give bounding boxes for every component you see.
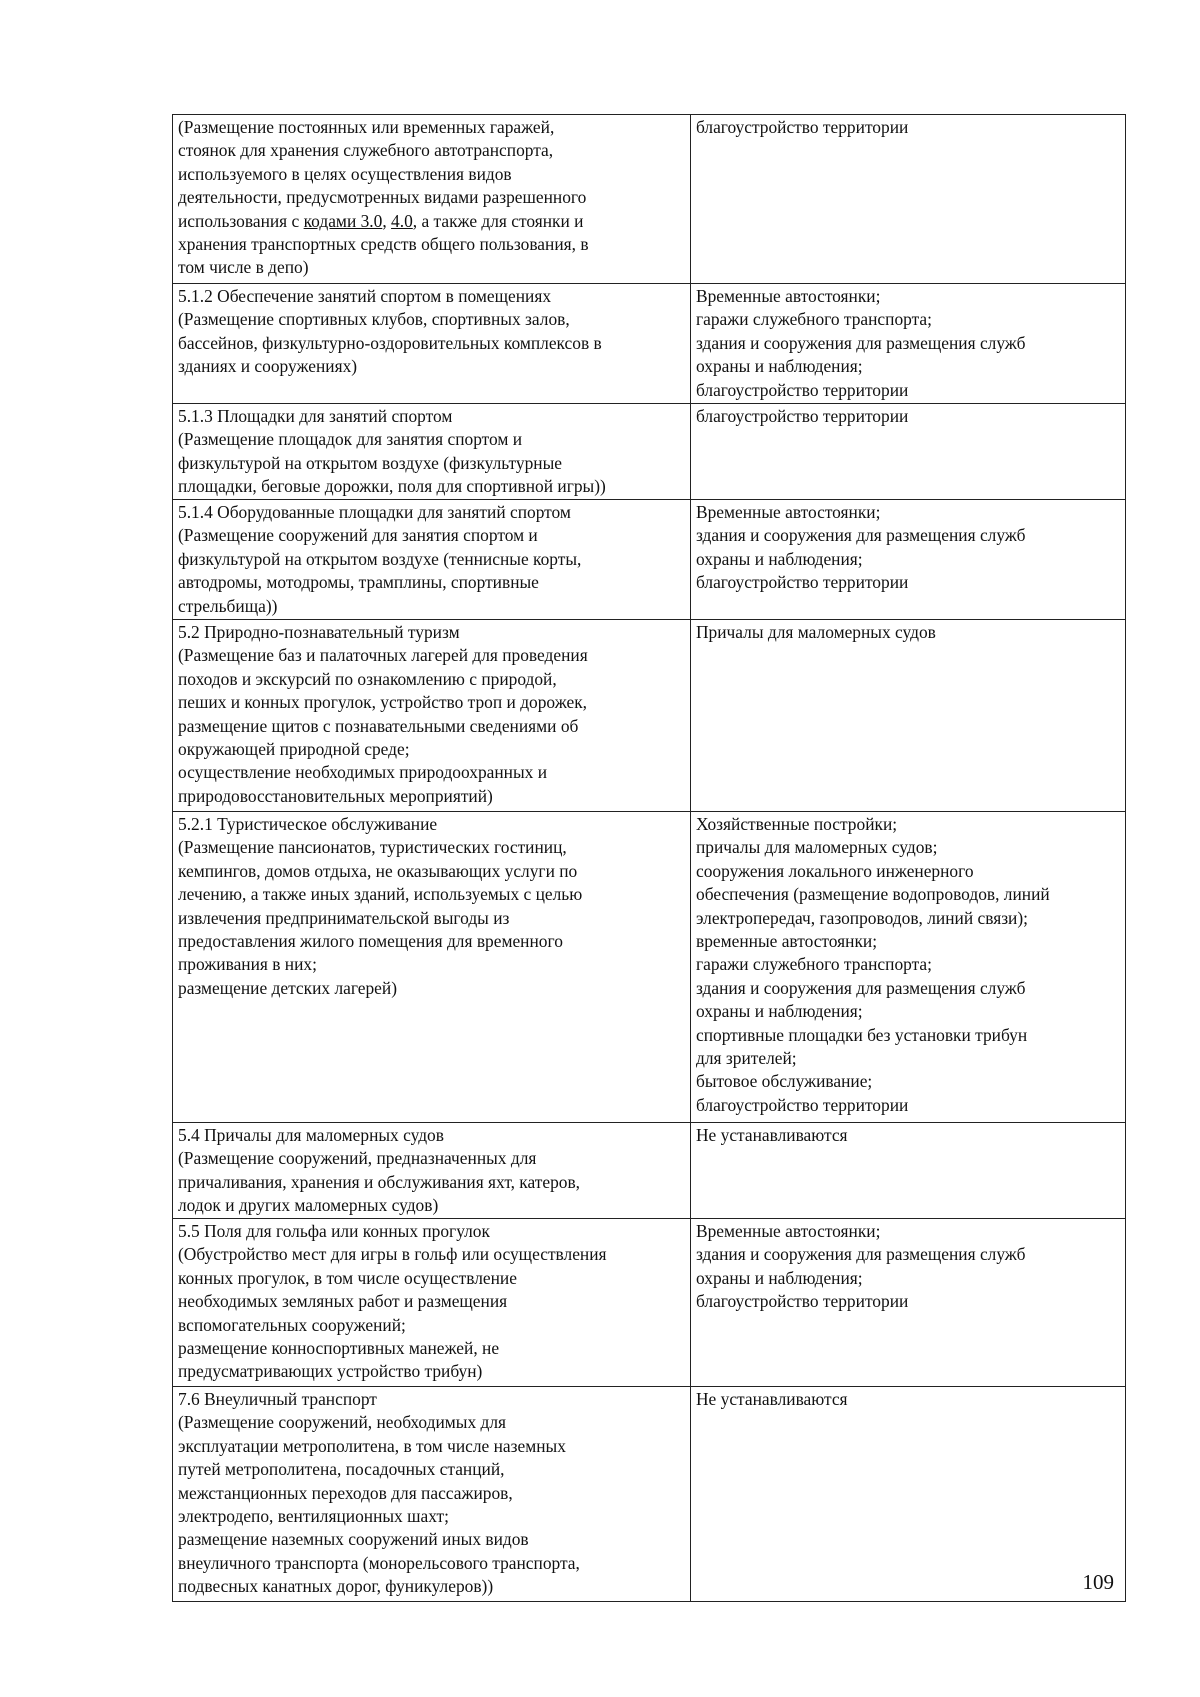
text-line: размещение конноспортивных манежей, не [178,1338,500,1359]
text-line: природовосстановительных мероприятий) [178,785,493,806]
text-line: окружающей природной среде; [178,739,410,760]
text-line: причалы для маломерных судов; [696,837,938,858]
text-line: стоянок для хранения служебного автотранспорта, [178,140,554,161]
auxiliary-use-cell [691,620,1126,812]
use-type-cell [173,1387,691,1602]
table-row [173,500,1126,620]
auxiliary-use-cell [691,284,1126,404]
text-line: здания и сооружения для размещения служб [696,525,1026,546]
text-line: охраны и наблюдения; [696,1001,863,1022]
text-line: здания и сооружения для размещения служб [696,977,1026,998]
text-line: 5.2 Природно-познавательный туризм [178,622,460,642]
text-line: охраны и наблюдения; [696,548,863,569]
text-line: Хозяйственные постройки; [696,814,898,834]
text-line: охраны и наблюдения; [696,356,863,377]
text-line: охраны и наблюдения; [696,1267,863,1288]
text-line: размещение щитов с познавательными сведениями об [178,715,579,736]
text-line: размещение наземных сооружений иных видов [178,1529,529,1550]
text-line: Причалы для маломерных судов [696,622,936,642]
use-type-cell [173,812,691,1123]
text-line: вспомогательных сооружений; [178,1314,406,1335]
text-line: осуществление необходимых природоохранных и [178,762,548,783]
text-line: гаражи служебного транспорта; [696,309,932,330]
use-type-cell [173,620,691,812]
text-line: электропередач, газопроводов, линий связи); [696,907,1028,928]
use-type-cell [173,500,691,620]
text-line: межстанционных переходов для пассажиров, [178,1482,513,1503]
text-line: (Размещение спортивных клубов, спортивных залов, [178,309,570,330]
text-line: Временные автостоянки; [696,286,881,306]
text-line: 5.1.3 Площадки для занятий спортом [178,406,453,426]
use-type-cell [173,1219,691,1387]
text-line: хранения транспортных средств общего пользования, в [178,234,589,255]
code-link-4-0[interactable]: 4.0 [391,210,413,231]
table-row [173,1219,1126,1387]
text-line: 5.1.2 Обеспечение занятий спортом в помещениях [178,286,552,306]
text-line: для зрителей; [696,1048,797,1069]
text-line: бытовое обслуживание; [696,1071,873,1092]
code-link-3-0[interactable]: кодами 3.0 [303,210,383,231]
text-line: 5.5 Поля для гольфа или конных прогулок [178,1221,490,1241]
auxiliary-use-cell [691,1219,1126,1387]
text-line: электродепо, вентиляционных шахт; [178,1506,449,1527]
text-line: (Размещение площадок для занятия спортом и [178,429,523,450]
text-line: 5.2.1 Туристическое обслуживание [178,814,438,834]
auxiliary-use-cell [691,1123,1126,1219]
text-line: благоустройство территории [696,1291,909,1312]
text-line: конных прогулок, в том числе осуществление [178,1267,517,1288]
text-line: подвесных канатных дорог, фуникулеров)) [178,1576,494,1597]
text-line: предоставления жилого помещения для временного [178,931,563,952]
text-line: (Обустройство мест для игры в гольф или осуществления [178,1244,607,1265]
text-line: (Размещение пансионатов, туристических гостиниц, [178,837,567,858]
text-line: благоустройство территории [696,379,909,400]
text-line: благоустройство территории [696,572,909,593]
auxiliary-use-cell [691,1387,1126,1602]
text-line: физкультурой на открытом воздухе (теннисные корты, [178,548,582,569]
text-line: здания и сооружения для размещения служб [696,332,1026,353]
text-line: стрельбища)) [178,595,278,616]
text-line: том числе в депо) [178,257,309,278]
text-line: здания и сооружения для размещения служб [696,1244,1026,1265]
text-line: деятельности, предусмотренных видами разрешенного [178,187,587,208]
text-line: лодок и других маломерных судов) [178,1195,439,1216]
text-line: (Размещение сооружений, предназначенных для [178,1148,537,1169]
text-line: (Размещение сооружений для занятия спортом и [178,525,538,546]
text-line: автодромы, мотодромы, трамплины, спортивные [178,572,539,593]
table-row [173,1387,1126,1602]
use-type-cell [173,284,691,404]
page-number: 109 [1082,1570,1114,1594]
text-line: (Размещение постоянных или временных гаражей, [178,117,555,137]
table-row [173,115,1126,284]
table-row [173,284,1126,404]
text-line: Не устанавливаются [696,1125,848,1145]
auxiliary-use-cell [691,115,1126,284]
land-use-table [172,114,1126,1602]
text-line: внеуличного транспорта (монорельсового транспорта, [178,1552,580,1573]
use-type-cell [173,404,691,500]
table-row [173,1123,1126,1219]
text-line: кемпингов, домов отдыха, не оказывающих услуги по [178,860,578,881]
text-line: лечению, а также иных зданий, используемых с целью [178,884,583,905]
text-line: размещение детских лагерей) [178,977,397,998]
text-line: обеспечения (размещение водопроводов, линий [696,884,1050,905]
text-line: причаливания, хранения и обслуживания яхт, катеров, [178,1171,581,1192]
text-line: предусматривающих устройство трибун) [178,1361,483,1382]
auxiliary-use-cell [691,812,1126,1123]
text-line: (Размещение баз и палаточных лагерей для проведения [178,645,588,666]
text-line: спортивные площадки без установки трибун [696,1024,1028,1045]
text-line: извлечения предпринимательской выгоды из [178,907,510,928]
text-line: проживания в них; [178,954,317,975]
text-line: бассейнов, физкультурно-оздоровительных комплексов в [178,332,602,353]
text-line: временные автостоянки; [696,931,878,952]
auxiliary-use-cell [691,404,1126,500]
table-row [173,812,1126,1123]
text-line: сооружения локального инженерного [696,860,974,881]
text-line: походов и экскурсий по ознакомлению с природой, [178,668,557,689]
text-line: 7.6 Внеуличный транспорт [178,1389,377,1409]
table-body [173,115,1126,1602]
text-line: 5.1.4 Оборудованные площадки для занятий спортом [178,502,571,522]
text-line: гаражи служебного транспорта; [696,954,932,975]
text-line: физкультурой на открытом воздухе (физкультурные [178,452,562,473]
text-line: благоустройство территории [696,1094,909,1115]
table-row [173,404,1126,500]
text-line: пеших и конных прогулок, устройство троп и дорожек, [178,692,587,713]
text-line: благоустройство территории [696,117,909,137]
text-line: благоустройство территории [696,406,909,426]
auxiliary-use-cell [691,500,1126,620]
text-line: площадки, беговые дорожки, поля для спортивной игры)) [178,476,606,497]
text-line: путей метрополитена, посадочных станций, [178,1459,505,1480]
text-line: использования с кодами 3.0, 4.0, а также для стоянки и [178,210,584,231]
text-line: (Размещение сооружений, необходимых для [178,1412,507,1433]
text-line: Временные автостоянки; [696,502,881,522]
table-row [173,620,1126,812]
use-type-cell [173,1123,691,1219]
text-line: 5.4 Причалы для маломерных судов [178,1125,444,1145]
text-line: необходимых земляных работ и размещения [178,1291,508,1312]
text-line: используемого в целях осуществления видов [178,163,512,184]
text-line: зданиях и сооружениях) [178,356,358,377]
text-line: эксплуатации метрополитена, в том числе наземных [178,1435,566,1456]
text-line: Временные автостоянки; [696,1221,881,1241]
text-line: Не устанавливаются [696,1389,848,1409]
use-type-cell [173,115,691,284]
